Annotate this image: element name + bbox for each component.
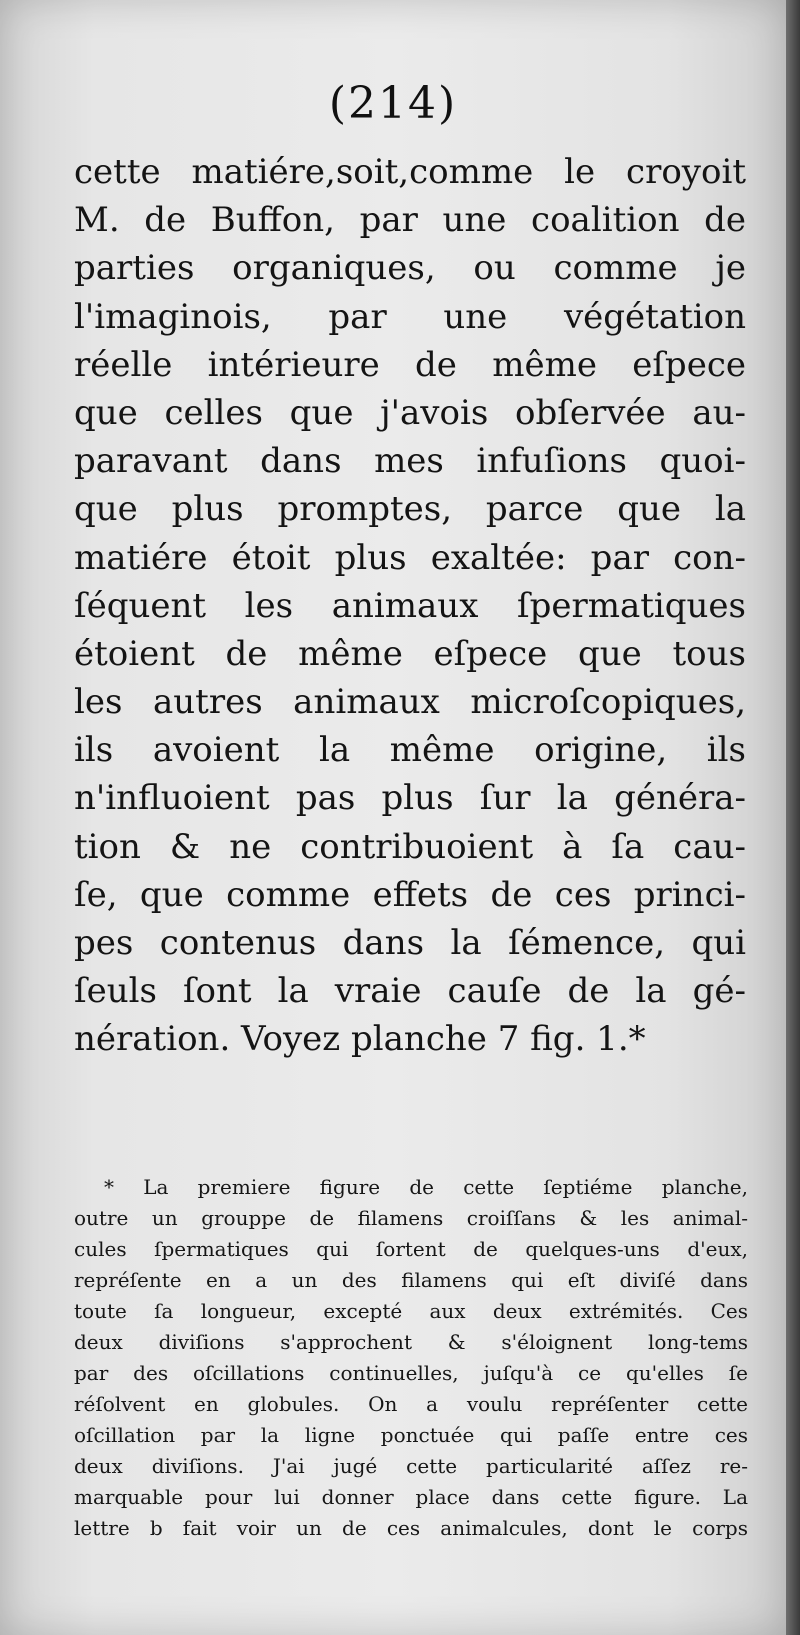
footnote-line: repréſente en a un des filamens qui eſt diviſé dans [74,1268,748,1292]
footnote [74,1172,748,1544]
text-line: parties organiques, ou comme je [74,248,746,289]
text-line: M. de Buffon, par une coalition de [74,200,746,241]
text-line: ſe, que comme effets de ces princi- [74,874,746,915]
text-line: cette matiére,soit,comme le croyoit [74,152,746,192]
text-line: ſeuls ſont la vraie cauſe de la gé- [74,971,746,1012]
footnote-line: marquable pour lui donner place dans cette figure. La [74,1485,748,1509]
footnote-line: outre un grouppe de filamens croiſſans & les animal- [74,1206,748,1230]
footnote-line: deux diviſions s'approchent & s'éloignent long-tems [74,1330,748,1354]
text-line: pes contenus dans la ſémence, qui [74,923,746,963]
text-line: tion & ne contribuoient à ſa cau- [74,826,746,867]
text-line: nération. Voyez planche 7 fig. 1.* [74,1019,646,1060]
text-line: ſéquent les animaux ſpermatiques [74,585,746,626]
text-line: l'imaginois, par une végétation [74,296,746,337]
footnote-line: oſcillation par la ligne ponctuée qui paſſe entre ces [74,1423,748,1447]
main-text [74,148,746,1064]
text-line: ils avoient la même origine, ils [74,730,746,771]
footnote-line: toute ſa longueur, excepté aux deux extrémités. Ces [74,1299,748,1323]
text-line: n'influoient pas plus ſur la généra- [74,778,746,819]
text-line: les autres animaux microſcopiques, [74,682,746,723]
page-edge-shadow [786,0,800,1635]
footnote-line: deux diviſions. J'ai jugé cette particularité aſſez re- [74,1454,748,1478]
text-line: étoient de même eſpece que tous [74,633,746,674]
footnote-line: lettre b fait voir un de ces animalcules, dont le corps [74,1516,748,1540]
text-line: paravant dans mes infuſions quoi- [74,441,746,482]
footnote-line: par des oſcillations continuelles, juſqu'à ce qu'elles ſe [74,1361,748,1385]
footnote-line: cules ſpermatiques qui ſortent de quelques-uns d'eux, [74,1237,748,1261]
page-number: (214) [328,78,458,129]
text-line: que plus promptes, parce que la [74,489,746,530]
footnote-line: réſolvent en globules. On a voulu repréſenter cette [74,1392,748,1416]
text-line: que celles que j'avois obſervée au- [74,392,746,433]
text-line: réelle intérieure de même eſpece [74,344,746,385]
footnote-line: * La premiere figure de cette ſeptiéme planche, [104,1175,748,1199]
text-line: matiére étoit plus exaltée: par con- [74,537,746,578]
